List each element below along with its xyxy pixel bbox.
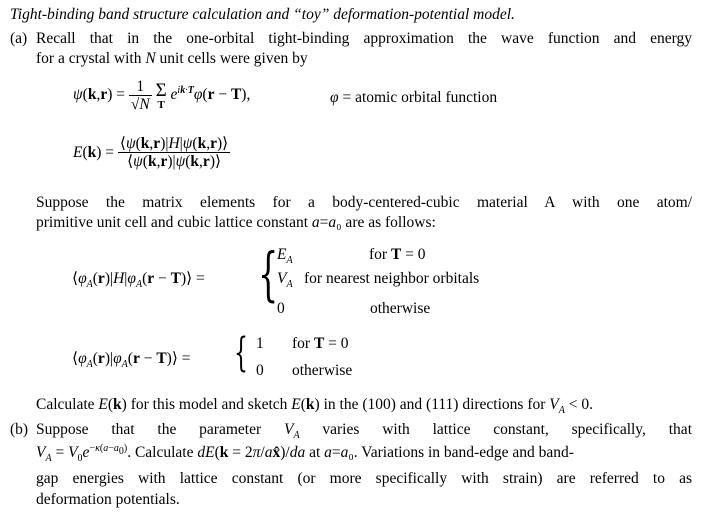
h-case-2-val: $V_A$ [277,270,293,291]
part-a-line-2: for a crystal with N unit cells were given by [36,50,308,67]
part-b-line-4: deformation potentials. [36,491,180,508]
s-case-1-cond: for T = 0 [292,335,349,352]
part-b-line-2: $V_A = V_0e^{-\kappa(a-a_0)}$. Calculate dE(k = 2π/ax̂)/da at a=a₀. Variations in band-edge and band- [36,442,574,465]
energy-equation: E(k) = $\frac{⟨\psi(k,r)|H|\psi(k,r)⟩}{⟨\psi(k,r)|\psi(k,r)⟩}$ [73,135,229,170]
h-case-1-cond: for T = 0 [369,246,426,263]
hamiltonian-lhs: $⟨\varphi_A(r)|H|\varphi_A(r$ − T)⟩ = [72,270,205,291]
part-b-label: (b) [10,421,29,438]
energy-fraction: $\frac{⟨\psi(k,r)|H|\psi(k,r)⟩}{⟨\psi(k,r)|\psi(k,r)⟩}$ [119,135,229,170]
suppose-line-2: primitive unit cell and cubic lattice constant a=a₀ are as follows: [36,214,436,231]
problem-title: Tight-binding band structure calculation and “toy” deformation-potential model. [10,6,515,23]
s-case-2-val: 0 [256,362,264,379]
overlap-lhs: $⟨\varphi_A(r)|\varphi_A(r$ − T)⟩ = [72,350,191,371]
suppose-line-1: Suppose the matrix elements for a body-centered-cubic material A with one atom/ [36,194,692,211]
sum-over-T: Σ T [155,79,167,111]
s-case-1-val: 1 [256,335,264,352]
h-case-1-val: $E_A$ [277,246,293,267]
part-b-line-3: gap energies with lattice constant (or more specifically with strain) are referred to as [36,470,692,487]
h-case-3-val: 0 [277,300,285,317]
wavefunction-equation: ψ(k,r) = $\frac{1}{√N}$ Σ T $e^{ik\cdot T}\varphi(r - T)$, [73,78,251,113]
part-a-line-1: Recall that in the one-orbital tight-binding approximation the wave function and energy [36,30,692,47]
s-case-2-cond: otherwise [292,362,353,379]
part-b-line-1: Suppose that the parameter $V_A$ varies with lattice constant, specifically, that [36,421,692,442]
overlap-brace: { [234,330,248,376]
h-case-2-cond: for nearest neighbor orbitals [304,270,480,287]
h-case-3-cond: otherwise [370,300,431,317]
phi-definition: φ = atomic orbital function [330,89,498,106]
part-a-label: (a) [10,30,28,47]
calculate-line: Calculate E(k) for this model and sketch E(k) in the (100) and (111) directions for $V_A < 0$. [36,396,593,417]
norm-fraction: $\frac{1}{√N}$ [130,78,150,113]
hamiltonian-brace: { [258,240,279,308]
